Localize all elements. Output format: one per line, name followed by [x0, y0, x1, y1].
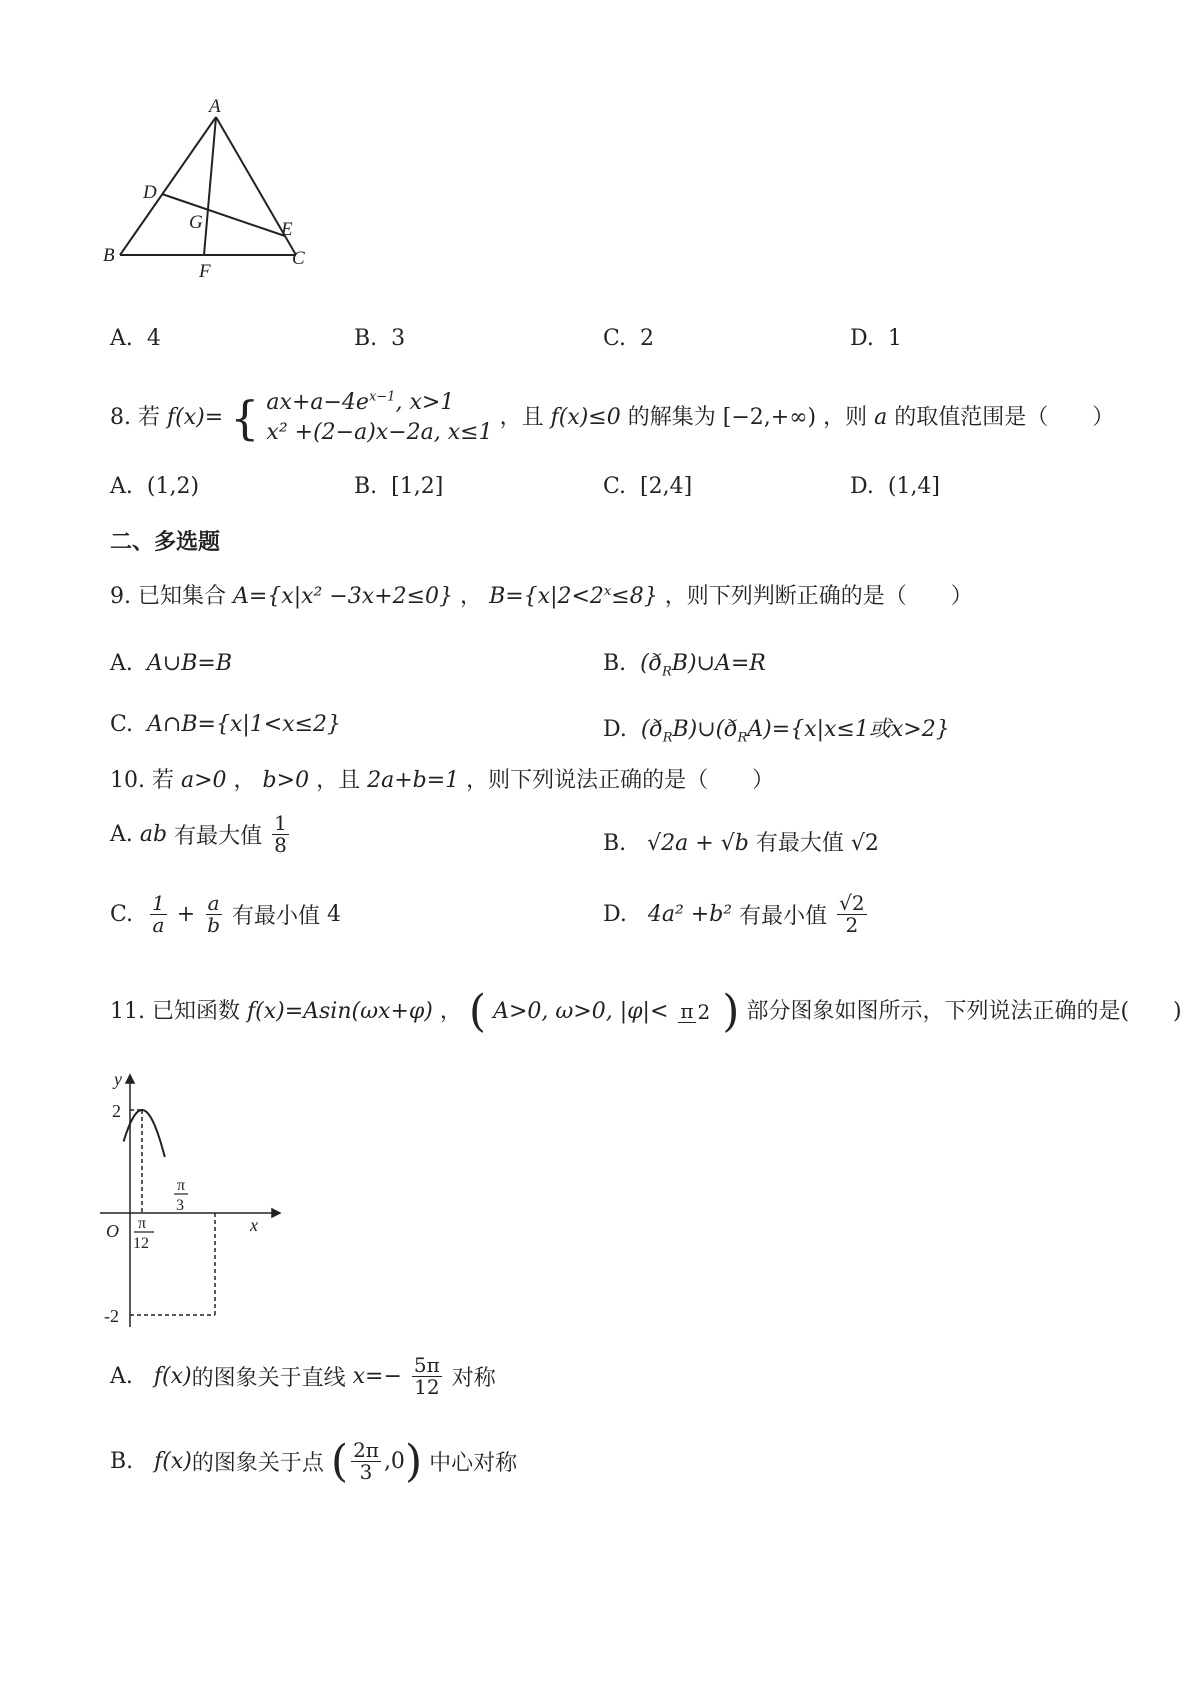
label-e: E	[281, 219, 293, 240]
q7-option-b[interactable]: B. 3	[354, 326, 406, 351]
q8-option-b[interactable]: B. [1,2]	[354, 474, 444, 499]
q10-option-d[interactable]: D. 4a² +b² 有最小值 $\frac{√2}{2}$	[603, 891, 865, 937]
label-f: F	[199, 261, 211, 282]
sine-graph	[100, 1065, 300, 1335]
x-label: x	[250, 1215, 258, 1235]
q11-stem: 11. 已知函数 f(x)=Asin(ωx+φ) ， ( A>0, ω>0, |φ|< π 2 ) 部分图象如图所示，下列说法正确的是( )	[110, 986, 1182, 1037]
q8-stem: 8. 若 f(x)= { $ax+a-4e^{x-1}$, x>1 x² +(2−a)x−2a, x≤1 ，且 f(x)≤0 的解集为 [−2,+∞) ，则 a 的取值范围是（ ）	[110, 388, 1114, 448]
label-d: D	[143, 182, 157, 203]
segment-de	[162, 194, 285, 236]
y-axis-arrow-icon	[126, 1075, 134, 1083]
q8-option-c[interactable]: C. [2,4]	[603, 474, 693, 499]
side-ab	[120, 117, 216, 255]
q9-option-c[interactable]: C. A∩B={x|1<x≤2}	[110, 712, 342, 737]
q10-stem: 10. 若 a>0 ， b>0 ，且 2a+b=1 ，则下列说法正确的是（ ）	[110, 768, 775, 793]
triangle-figure	[100, 95, 360, 295]
label-g: G	[189, 212, 203, 233]
label-a: A	[209, 96, 221, 117]
label-b: B	[103, 245, 115, 266]
y-max-label: 2	[112, 1101, 121, 1121]
tick-pi-12-num: π	[138, 1215, 147, 1232]
q7-option-a[interactable]: A. 4	[110, 326, 161, 351]
q10-option-c[interactable]: C. $\frac{1}{a}$ + $\frac{a}{b}$ 有最小值 4	[110, 891, 342, 937]
q9-option-b[interactable]: B. $(ð_RB)\cup A=R$	[603, 651, 766, 680]
tick-pi-3-den: 3	[176, 1197, 184, 1214]
section-heading: 二、多选题	[110, 530, 221, 555]
q9-option-d[interactable]: D. $(ð_RB)\cup(ð_RA)=\{x|x\le 1$或x>2}	[603, 717, 950, 746]
q8-option-d[interactable]: D. (1,4]	[850, 474, 941, 499]
q10-option-b[interactable]: B. √2a + √b 有最大值 √2	[603, 831, 879, 856]
q9-stem: 9. 已知集合 A={x|x² −3x+2≤0} ， $B=\{x|2<2^x\le 8\}$ ，则下列判断正确的是（ ）	[110, 583, 973, 610]
q7-option-c[interactable]: C. 2	[603, 326, 655, 351]
origin-label: O	[106, 1221, 119, 1241]
q11-option-b[interactable]: B. f(x)的图象关于点 ( $\frac{2\pi}{3}$ ,0) 中心对称	[110, 1436, 518, 1487]
y-min-label: -2	[104, 1306, 119, 1326]
tick-pi-3-num: π	[177, 1177, 186, 1194]
segment-af	[204, 117, 216, 255]
q8-option-a[interactable]: A. (1,2)	[110, 474, 200, 499]
piecewise-cases: $ax+a-4e^{x-1}$, x>1 x² +(2−a)x−2a, x≤1	[266, 389, 493, 445]
q9-option-a[interactable]: A. A∪B=B	[110, 651, 232, 676]
label-c: C	[292, 248, 305, 269]
q11-option-a[interactable]: A. f(x)的图象关于直线 x=− $\frac{5\pi}{12}$ 对称	[110, 1353, 496, 1399]
tick-pi-12-den: 12	[133, 1235, 149, 1252]
q10-option-a[interactable]: A. ab 有最大值 $\frac{1}{8}$	[110, 811, 287, 857]
q7-option-d[interactable]: D. 1	[850, 326, 902, 351]
y-label: y	[114, 1069, 122, 1089]
x-axis-arrow-icon	[272, 1209, 280, 1217]
